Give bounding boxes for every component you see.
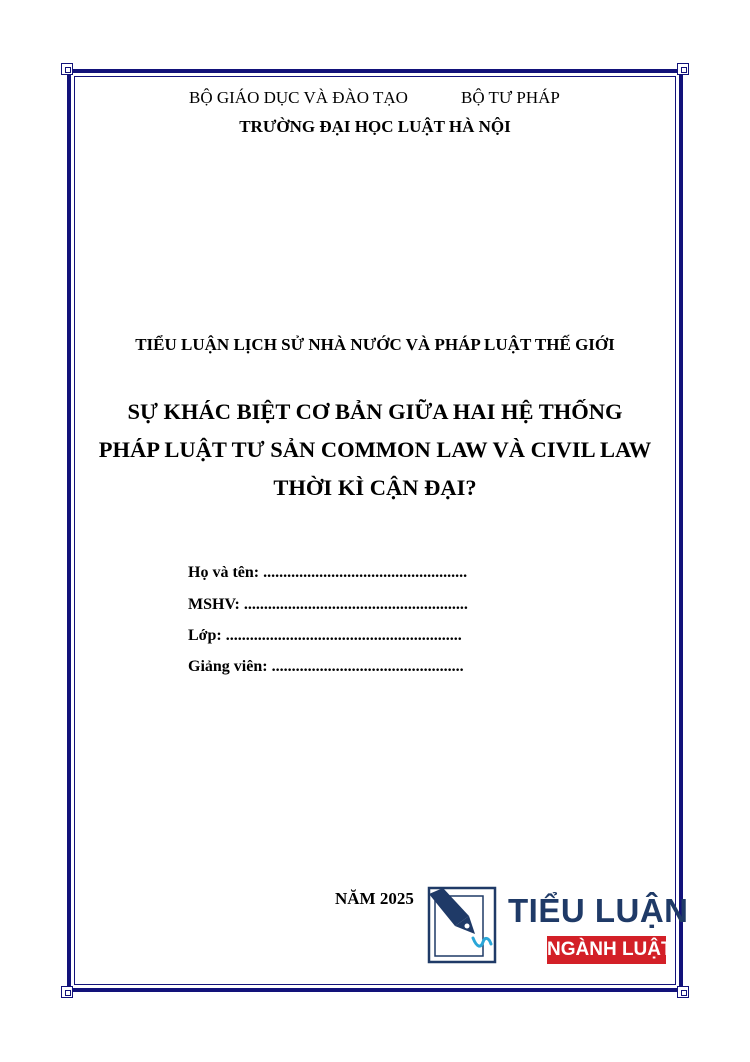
- ministry-justice: BỘ TƯ PHÁP: [461, 88, 560, 107]
- essay-title: [0, 393, 750, 507]
- border-corner-ornament: [677, 986, 689, 998]
- logo-brand-top: TIỂU LUẬN: [508, 892, 689, 929]
- essay-title-line-3: THỜI KÌ CẬN ĐẠI?: [273, 475, 477, 500]
- field-name: Họ và tên: ...................................................: [188, 564, 468, 581]
- university-name: TRƯỜNG ĐẠI HỌC LUẬT HÀ NỘI: [239, 117, 511, 136]
- logo-brand-bottom: NGÀNH LUẬT: [547, 936, 666, 964]
- essay-title-line-1: SỰ KHÁC BIỆT CƠ BẢN GIỮA HAI HỆ THỐNG: [127, 399, 623, 424]
- essay-title-line-2: PHÁP LUẬT TƯ SẢN COMMON LAW VÀ CIVIL LAW: [98, 437, 652, 462]
- page-border-inner: [74, 76, 676, 985]
- ministry-education: BỘ GIÁO DỤC VÀ ĐÀO TẠO: [189, 88, 408, 107]
- field-class: Lớp: ...........................................................: [188, 627, 462, 644]
- field-student-id: MSHV: ........................................................: [188, 596, 468, 613]
- border-corner-ornament: [677, 63, 689, 75]
- essay-subtitle: TIỂU LUẬN LỊCH SỬ NHÀ NƯỚC VÀ PHÁP LUẬT THẾ GIỚI: [135, 335, 615, 354]
- border-corner-ornament: [61, 986, 73, 998]
- year-label: NĂM 2025: [335, 889, 414, 908]
- field-lecturer: Giảng viên: ................................................: [188, 658, 464, 675]
- fountain-pen-icon: [425, 886, 499, 966]
- border-corner-ornament: [61, 63, 73, 75]
